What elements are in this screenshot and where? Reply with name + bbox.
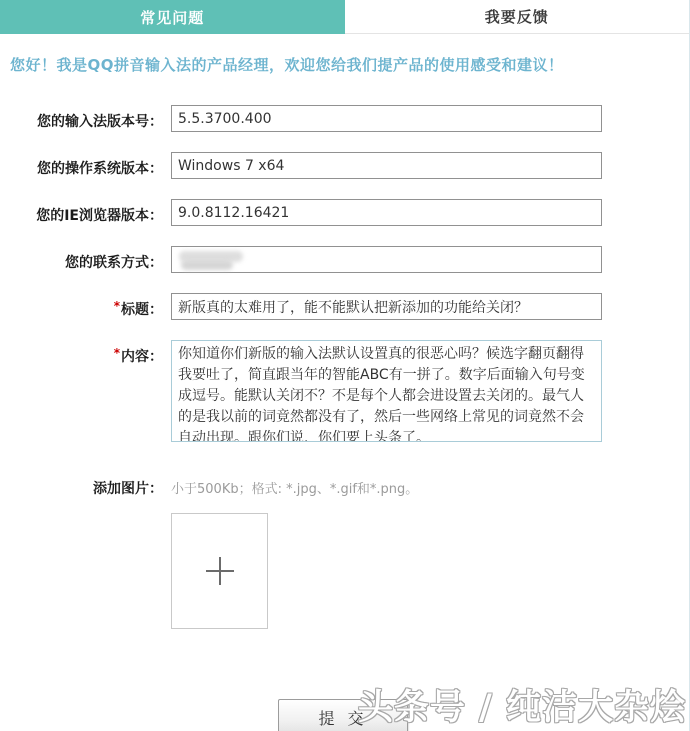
ie-version-input[interactable] [171,199,602,226]
form-row-contact [0,246,689,273]
feedback-form [0,105,689,731]
os-version-label: 您的操作系统版本： [37,161,163,177]
form-row-content [0,340,689,442]
ie-version-label: 您的IE浏览器版本： [36,208,163,224]
form-row-os-version [0,152,689,179]
content-textarea[interactable] [171,340,602,442]
tab-feedback[interactable]: 我要反馈 [345,0,690,34]
tab-bar [0,0,689,34]
tab-faq[interactable]: 常见问题 [0,0,345,34]
content-label: *内容： [113,346,163,365]
contact-label: 您的联系方式： [65,255,163,271]
submit-area [278,699,689,731]
os-version-input[interactable] [171,152,602,179]
image-upload-box[interactable] [171,513,268,629]
contact-input[interactable] [171,246,602,273]
form-row-ie-version [0,199,689,226]
title-input[interactable] [171,293,602,320]
watermark-text: 头条号 / 纯洁大杂烩 [357,688,686,728]
form-row-ime-version [0,105,689,132]
title-label: *标题： [113,299,163,318]
upload-hint: 小于500Kb；格式: *.jpg、*.gif和*.png。 [171,482,419,497]
submit-button[interactable]: 提 交 [278,699,408,731]
form-row-image [0,472,689,498]
required-asterisk: * [113,299,120,313]
ime-version-label: 您的输入法版本号： [37,114,163,130]
add-image-label: 添加图片： [93,481,163,497]
ime-version-input[interactable] [171,105,602,132]
greeting-message: 您好！我是QQ拼音输入法的产品经理，欢迎您给我们提产品的使用感受和建议！ [10,56,564,74]
required-asterisk: * [113,346,120,360]
form-row-title [0,293,689,320]
